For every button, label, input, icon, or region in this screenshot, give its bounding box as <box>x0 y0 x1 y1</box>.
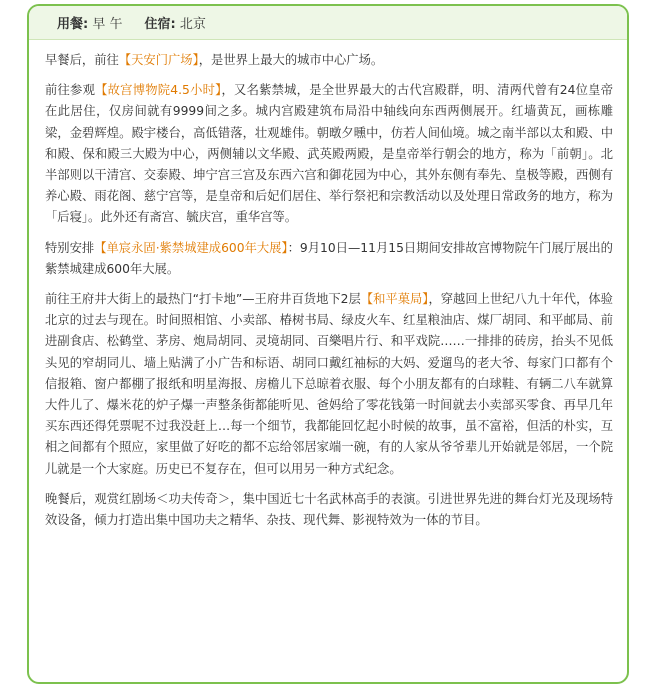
paragraph-text: ：9月10日—11月15日期间安排故宫博物院午门展厅展出的紫禁城建成600年大展。 <box>45 240 613 276</box>
paragraph-evening-show <box>45 489 613 531</box>
meal-info <box>57 13 122 32</box>
itinerary-day-card <box>27 4 629 684</box>
paragraph-text: 早餐后，前往 <box>45 53 119 67</box>
paragraph-tiananmen <box>45 50 613 71</box>
meal-label: 用餐: <box>57 17 89 32</box>
attraction-heping-guoju: 【和平菓局】 <box>360 292 429 307</box>
paragraph-text: ，穿越回上世纪八九十年代，体验北京的过去与现在。时间照相馆、小卖部、椿树书局、绿皮火车、红星粮油店、煤厂胡同、和平邮局、前进副食店、松鹤堂、茅房、炮局胡同、灵境胡同、百樂唱片行、和平戏院……一排排的砖房，抬头不见低头见的窄胡同儿、墙上贴满了小广告和标语、胡同口戴红袖标的大妈、爱遛鸟的老大爷、每家门口都有个信报箱、窗户都棚了报纸和明星海报、房檐儿下总晾着衣服、每个小朋友都有的白球鞋、有辆二八车就算大件儿了、爆米花的炉子爆一声整条街都能听见、爸妈给了零花钱第一时间就去小卖部买零食、再早几年买东西还得凭票呢不过我没赶上…每一个细节，我都能回忆起小时候的故事，虽不富裕，但活的朴实，互相之间都有个照应，家里做了好吃的都不忘给邻居家端一碗，有的人家从爷爷辈儿开始就是邻居，一个院儿就是一个大家庭。历史已不复存在，但可以用另一种方式纪念。 <box>45 292 613 476</box>
paragraph-heping-guoju <box>45 289 613 480</box>
meal-stay-bar <box>29 6 627 40</box>
attraction-tiananmen-square: 【天安门广场】 <box>118 53 199 67</box>
itinerary-content <box>29 40 627 531</box>
paragraph-text: 晚餐后，观赏红剧场＜功夫传奇＞，集中国近七十名武林高手的表演。引进世界先进的舞台灯光及现场特效设备，倾力打造出集中国功夫之精华、杂技、现代舞、影视特效为一体的节目。 <box>45 491 613 528</box>
paragraph-text: ，是世界上最大的城市中心广场。 <box>198 53 384 67</box>
meal-value: 早 午 <box>92 17 123 32</box>
stay-info <box>144 13 205 32</box>
paragraph-forbidden-city <box>45 80 613 228</box>
paragraph-text: 前往王府井大街上的最热门“打卡地”—王府井百货地下2层 <box>45 292 361 307</box>
attraction-palace-museum: 【故宫博物院4.5小时】 <box>95 83 222 98</box>
stay-value: 北京 <box>179 17 206 32</box>
stay-label: 住宿: <box>144 17 176 32</box>
paragraph-special-exhibition <box>45 238 613 280</box>
paragraph-text: ，又名紫禁城，是全世界最大的古代宫殿群，明、清两代曾有24位皇帝在此居住，仅房间就有9999间之多。城内宫殿建筑布局沿中轴线向东西两侧展开。红墙黄瓦，画栋雕梁，金碧辉煌。殿宇楼台，高低错落，壮观雄伟。朝暾夕曛中，仿若人间仙境。城之南半部以太和殿、中和殿、保和殿三大殿为中心，两侧辅以文华殿、武英殿两殿，是皇帝举行朝会的地方，称为「前朝」。北半部则以干清宫、交泰殿、坤宁宫三宫及东西六宫和御花园为中心，其外东侧有奉先、皇极等殿，西侧有养心殿、雨花阁、慈宁宫等，是皇帝和后妃们居住、举行祭祀和宗教活动以及处理日常政务的地方，称为「后寝」。此外还有斋宫、毓庆宫，重华宫等。 <box>45 83 613 225</box>
attraction-600-year-exhibition: 【单宸永固·紫禁城建成600年大展】 <box>94 240 288 255</box>
paragraph-text: 前往参观 <box>45 83 96 98</box>
paragraph-text: 特别安排 <box>45 240 95 255</box>
